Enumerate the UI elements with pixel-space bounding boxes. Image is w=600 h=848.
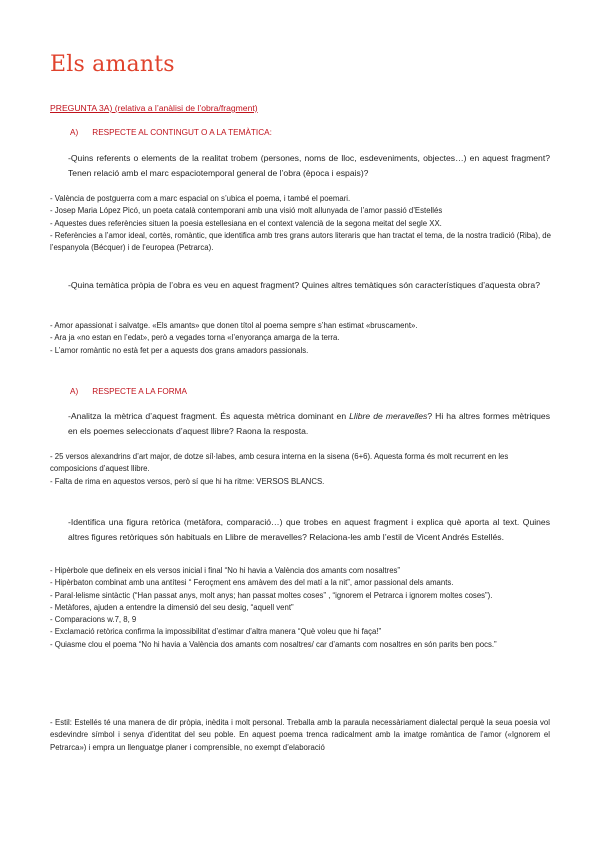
list-item: - Ara ja «no estan en l’edat», però a vegades torna «l’enyorança amarga de la terra. (50, 333, 340, 343)
list-item: - Amor apassionat i salvatge. «Els amants» que donen títol al poema sempre s’han estimat «bruscament». (50, 321, 418, 330)
question-3: -Analitza la mètrica d’aquest fragment. És aquesta mètrica dominant en Llibre de meravelles? Hi ha altres formes mètriques en els poemes seleccionats d’aquest llibre? Raona la resposta. (68, 411, 550, 436)
list-item: - 25 versos alexandrins d’art major, de dotze síl·labes, amb cesura interna en la sisena (6+6). Aquesta forma és molt recurrent en les composicions d’aquest llibre. (50, 452, 509, 474)
list-item: - Exclamació retòrica confirma la impossibilitat d’estimar d’altra manera “Què voleu que hi faça!” (50, 627, 382, 637)
list-item: - Comparacions w.7, 8, 9 (50, 615, 137, 625)
list-item: - Quiasme clou el poema “No hi havia a València dos amants com nosaltres/ car d’amants com nosaltres en són parits ben pocs.” (50, 639, 497, 649)
list-item: - Aquestes dues referències situen la poesia estellesiana en el context valencià de la segona meitat del segle XX. (50, 218, 442, 228)
list-item: - L’amor romàntic no està fet per a aquests dos grans amadors passionals. (50, 345, 309, 355)
answer-list-4 (50, 565, 552, 651)
list-item: - Referències a l’amor ideal, cortès, romàntic, que identifica amb tres grans autors literaris que han tractat el tema, de la nostra tradició (Riba), de l’espanyola (Bécquer) i de l’europea (Petrarca). (50, 230, 551, 253)
section-label: RESPECTE A LA FORMA (92, 387, 187, 396)
question-heading: PREGUNTA 3A) (relativa a l’anàlisi de l’obra/fragment) (50, 103, 258, 113)
style-paragraph: - Estil: Estellés té una manera de dir pròpia, inèdita i molt personal. Treballa amb la paraula necessàriament dialectal perquè la seua poesia vol esdevindre símbol i senya d’identitat del seu poble. En aquest poema trenca radicalment amb la imatge romàntica de l’amor («Ignorem el Petrarca») i empra un llenguatge planer i comprensible, no exempt d’elaboració (50, 718, 550, 752)
answer-list-3 (50, 451, 552, 488)
list-item: - València de postguerra com a marc espacial on s’ubica el poema, i també el poemari. (50, 194, 351, 203)
section-number: A) (70, 387, 79, 396)
list-item: - Metàfores, ajuden a entendre la dimensió del seu desig, “aquell vent” (50, 602, 294, 612)
section-number: A) (70, 128, 79, 137)
section-heading-content (70, 128, 272, 137)
list-item: - Falta de rima en aquestos versos, però sí que hi ha ritme: VERSOS BLANCS. (50, 476, 325, 486)
section-heading-form (70, 387, 187, 396)
list-item: - Hipèrbaton combinat amb una antítesi “ Feroçment ens amàvem des del matí a la nit”, amor passional dels amants. (50, 578, 454, 588)
list-item: - Josep Maria López Picó, un poeta català contemporani amb una visió molt allunyada de l’amor passió d’Estellés (50, 206, 443, 216)
question-4: -Identifica una figura retòrica (metàfora, comparació…) que trobes en aquest fragment i explica què aporta al text. Quines altres figures retòriques són habituals en Llibre de meravelles? Relaciona-les amb l’estil de Vicent Andrés Estellés. (68, 517, 550, 542)
question-2: -Quina temàtica pròpia de l’obra es veu en aquest fragment? Quines altres temàtiques són característiques d’aquesta obra? (68, 280, 540, 290)
list-item: - Paral·lelisme sintàctic (“Han passat anys, molt anys; han passat moltes coses” , “ignorem el Petrarca i ignorem moltes coses”). (50, 590, 493, 600)
answer-list-2 (50, 320, 552, 357)
page-title: Els amants (50, 52, 175, 77)
question-1: -Quins referents o elements de la realitat trobem (persones, noms de lloc, esdeveniments, objectes…) en aquest fragment? Tenen relació amb el marc espaciotemporal general de l’obra (època i espais)? (68, 153, 550, 178)
section-label: RESPECTE AL CONTINGUT O A LA TEMÀTICA: (92, 128, 272, 137)
list-item: - Hipèrbole que defineix en els versos inicial i final “No hi havia a València dos amants com nosaltres” (50, 566, 401, 575)
answer-list-1 (50, 193, 552, 254)
